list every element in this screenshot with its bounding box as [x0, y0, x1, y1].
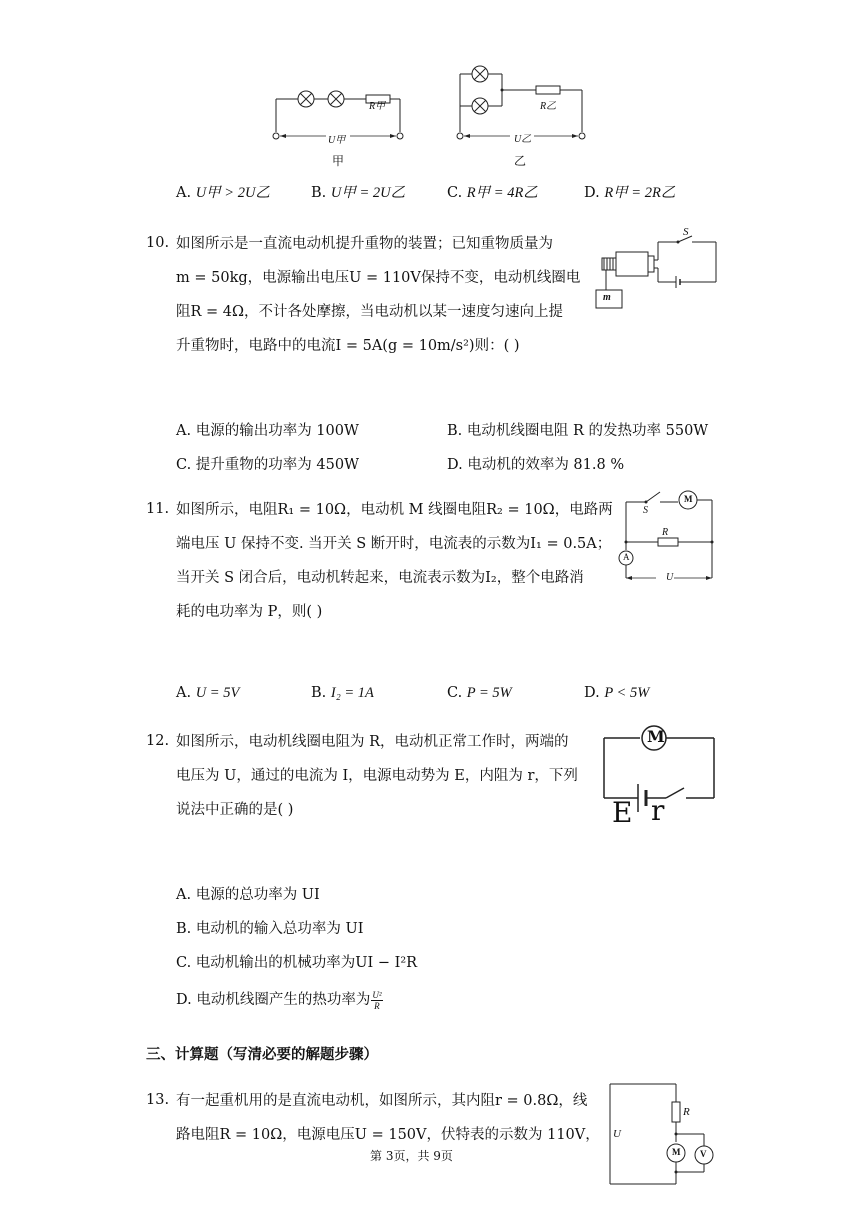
q13-fig-v-label: V: [700, 1149, 707, 1159]
q10-fig-s-label: S: [683, 226, 689, 238]
q10-option-d[interactable]: D. 电动机的效率为 81.8 %: [447, 457, 625, 473]
q11-option-b[interactable]: B. I₂ = 1A: [311, 685, 374, 701]
page-footer: 第 3页，共 9页: [370, 1149, 453, 1163]
q11-option-c[interactable]: C. P = 5W: [447, 685, 512, 701]
q10-motor-figure: [592, 228, 722, 313]
fraction: [371, 990, 382, 1011]
q11-option-d[interactable]: D. P < 5W: [584, 685, 650, 701]
section-heading-calculation: 三、计算题（写清必要的解题步骤）: [146, 1047, 378, 1063]
label-u-jia: U甲: [328, 135, 346, 146]
label-r-jia: R甲: [369, 101, 386, 112]
label-r-yi: R乙: [540, 101, 557, 112]
q12-fig-e-label: E: [612, 796, 633, 829]
q12-fig-m-label: M: [647, 727, 665, 746]
caption-jia: 甲: [332, 154, 345, 168]
q11-line-2: 端电压 U 保持不变. 当开关 S 断开时，电流表的示数为I₁ = 0.5A；: [176, 536, 612, 552]
caption-yi: 乙: [514, 154, 527, 168]
fraction-denominator: R: [374, 1000, 380, 1011]
q10-line-1: 如图所示是一直流电动机提升重物的装置；已知重物质量为: [176, 236, 553, 252]
q12-line-1: 如图所示，电动机线圈电阻为 R，电动机正常工作时，两端的: [176, 734, 569, 750]
q13-fig-u-label: U: [613, 1128, 621, 1140]
q9-option-a[interactable]: A. U甲 > 2U乙: [176, 185, 270, 201]
q11-line-4: 耗的电功率为 P，则( ): [176, 604, 323, 620]
fraction-numerator: U²: [372, 989, 382, 1000]
q10-option-a[interactable]: A. 电源的输出功率为 100W: [176, 423, 359, 439]
q10-line-3: 阻R = 4Ω，不计各处摩擦，当电动机以某一速度匀速向上提: [176, 304, 564, 320]
q10-line-4: 升重物时，电路中的电流I = 5A(g = 10m/s²)则：( ): [176, 338, 520, 354]
q12-option-a[interactable]: A. 电源的总功率为 UI: [176, 887, 320, 903]
q10-option-c[interactable]: C. 提升重物的功率为 450W: [176, 457, 359, 473]
q10-line-2: m = 50kg，电源输出电压U = 110V保持不变，电动机线圈电: [176, 270, 581, 286]
q13-fig-r-label: R: [683, 1106, 690, 1118]
q11-fig-s-label: S: [643, 505, 648, 516]
q11-fig-m-label: M: [684, 494, 693, 504]
q13-line-1: 有一起重机用的是直流电动机，如图所示，其内阻r = 0.8Ω，线: [176, 1093, 588, 1109]
q12-option-d[interactable]: D. 电动机线圈产生的热功率为 $\frac{\text{U²}}{R}$: [176, 989, 382, 1011]
q9-option-c[interactable]: C. R甲 = 4R乙: [447, 185, 538, 201]
q10-number: 10.: [146, 235, 170, 251]
q12-option-c[interactable]: C. 电动机输出的机械功率为UI − I²R: [176, 955, 418, 971]
q11-option-a[interactable]: A. U = 5V: [176, 685, 240, 701]
q12-option-b[interactable]: B. 电动机的输入总功率为 UI: [176, 921, 364, 937]
q11-number: 11.: [146, 501, 170, 517]
q11-line-1: 如图所示，电阻R₁ = 10Ω，电动机 M 线圈电阻R₂ = 10Ω，电路两: [176, 502, 613, 518]
q12-fig-r-label: r: [651, 794, 665, 827]
q10-fig-m-label: m: [603, 292, 611, 303]
label-u-yi: U乙: [514, 134, 532, 145]
q11-fig-u-label: U: [666, 572, 674, 583]
q12-number: 12.: [146, 733, 170, 749]
q11-fig-r-label: R: [662, 527, 669, 538]
q13-number: 13.: [146, 1092, 170, 1108]
q13-circuit-figure: [604, 1080, 722, 1188]
q10-option-b[interactable]: B. 电动机线圈电阻 R 的发热功率 550W: [447, 423, 709, 439]
q11-fig-a-label: A: [623, 552, 630, 562]
q12-line-3: 说法中正确的是( ): [176, 802, 294, 818]
q9-option-d[interactable]: D. R甲 = 2R乙: [584, 185, 676, 201]
q11-line-3: 当开关 S 闭合后，电动机转起来，电流表示数为I₂，整个电路消: [176, 570, 584, 586]
q12-line-2: 电压为 U，通过的电流为 I，电源电动势为 E，内阻为 r，下列: [176, 768, 578, 784]
q13-line-2: 路电阻R = 10Ω，电源电压U = 150V，伏特表的示数为 110V，: [176, 1127, 600, 1143]
q13-fig-m-label: M: [672, 1147, 681, 1157]
q9-option-b[interactable]: B. U甲 = 2U乙: [311, 185, 406, 201]
